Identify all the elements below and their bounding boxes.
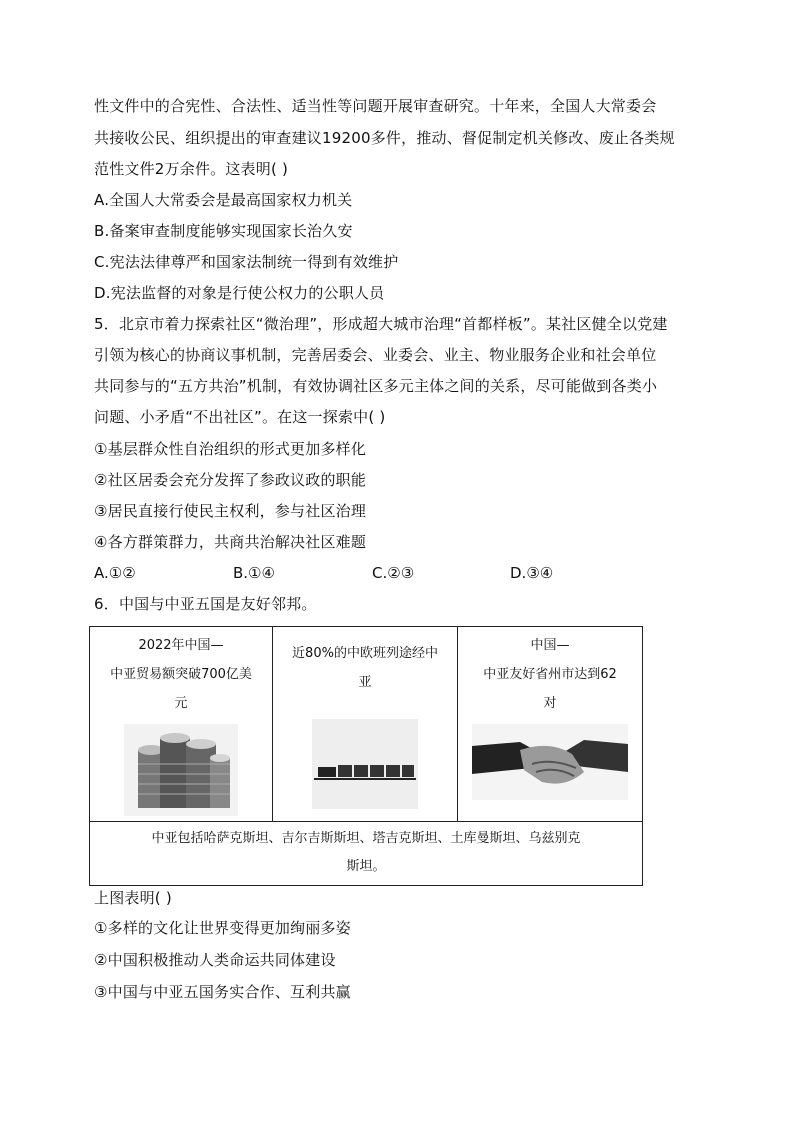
q5-choice-b: B.①④ bbox=[233, 564, 275, 582]
q5-choice-c: C.②③ bbox=[372, 564, 415, 582]
q5-stem-line-2: 引领为核心的协商议事机制，完善居委会、业委会、业主、物业服务企业和社会单位 bbox=[94, 346, 657, 364]
q4-option-c: C.宪法法律尊严和国家法制统一得到有效维护 bbox=[94, 253, 399, 271]
q4-option-b: B.备案审查制度能够实现国家长治久安 bbox=[94, 222, 353, 240]
train-text-line-1: 近80%的中欧班列途经中 bbox=[292, 646, 438, 661]
q5-stem-line-3: 共同参与的“五方共治”机制，有效协调社区多元主体之间的关系，尽可能做到各类小 bbox=[94, 377, 658, 395]
friendship-text-line-1: 中国— bbox=[530, 638, 570, 653]
handshake-image bbox=[472, 724, 628, 800]
q4-option-d: D.宪法监督的对象是行使公权力的公职人员 bbox=[94, 284, 385, 302]
q6-after-figure: 上图表明( ) bbox=[94, 889, 172, 907]
friendship-cell bbox=[458, 627, 643, 822]
caption-cell bbox=[90, 822, 643, 886]
trade-text-line-1: 2022年中国— bbox=[138, 638, 224, 653]
q6-statement-1: ①多样的文化让世界变得更加绚丽多姿 bbox=[94, 919, 351, 937]
trade-text-line-2: 中亚贸易额突破700亿美 bbox=[110, 667, 252, 682]
train-text-line-2: 亚 bbox=[358, 675, 372, 690]
q5-statement-3: ③居民直接行使民主权利，参与社区治理 bbox=[94, 502, 367, 520]
q6-stem: 6．中国与中亚五国是友好邻邦。 bbox=[94, 595, 317, 613]
caption-line-1: 中亚包括哈萨克斯坦、吉尔吉斯斯坦、塔吉克斯坦、土库曼斯坦、乌兹别克 bbox=[151, 831, 581, 846]
q5-statement-1: ①基层群众性自治组织的形式更加多样化 bbox=[94, 440, 367, 458]
trade-text-line-3: 元 bbox=[174, 696, 188, 711]
coin-stacks-image bbox=[124, 724, 238, 816]
q4-stem-line-1: 性文件中的合宪性、合法性、适当性等问题开展审查研究。十年来，全国人大常委会 bbox=[94, 97, 657, 115]
q4-stem-line-2: 共接收公民、组织提出的审查建议19200多件，推动、督促制定机关修改、废止各类规 bbox=[94, 129, 675, 147]
q5-statement-4: ④各方群策群力，共商共治解决社区难题 bbox=[94, 533, 367, 551]
friendship-text-line-2: 中亚友好省州市达到62 bbox=[483, 667, 617, 682]
q6-figure-table bbox=[89, 626, 643, 886]
friendship-text-line-3: 对 bbox=[543, 696, 557, 711]
train-cell bbox=[273, 627, 458, 822]
q5-statement-2: ②社区居委会充分发挥了参政议政的职能 bbox=[94, 471, 367, 489]
q5-stem-line-1: 5．北京市着力探索社区“微治理”，形成超大城市治理“首都样板”。某社区健全以党建 bbox=[94, 315, 668, 333]
q5-choice-d: D.③④ bbox=[510, 564, 554, 582]
q6-statement-3: ③中国与中亚五国务实合作、互利共赢 bbox=[94, 983, 351, 1001]
q5-stem-line-4: 问题、小矛盾“不出社区”。在这一探索中( ) bbox=[94, 408, 386, 426]
freight-train-image bbox=[312, 719, 418, 809]
q6-statement-2: ②中国积极推动人类命运共同体建设 bbox=[94, 951, 336, 969]
q5-choice-a: A.①② bbox=[94, 564, 136, 582]
q4-option-a: A.全国人大常委会是最高国家权力机关 bbox=[94, 191, 353, 209]
caption-line-2: 斯坦。 bbox=[346, 859, 386, 874]
q4-stem-line-3: 范性文件2万余件。这表明( ) bbox=[94, 160, 289, 178]
trade-cell bbox=[90, 627, 273, 822]
